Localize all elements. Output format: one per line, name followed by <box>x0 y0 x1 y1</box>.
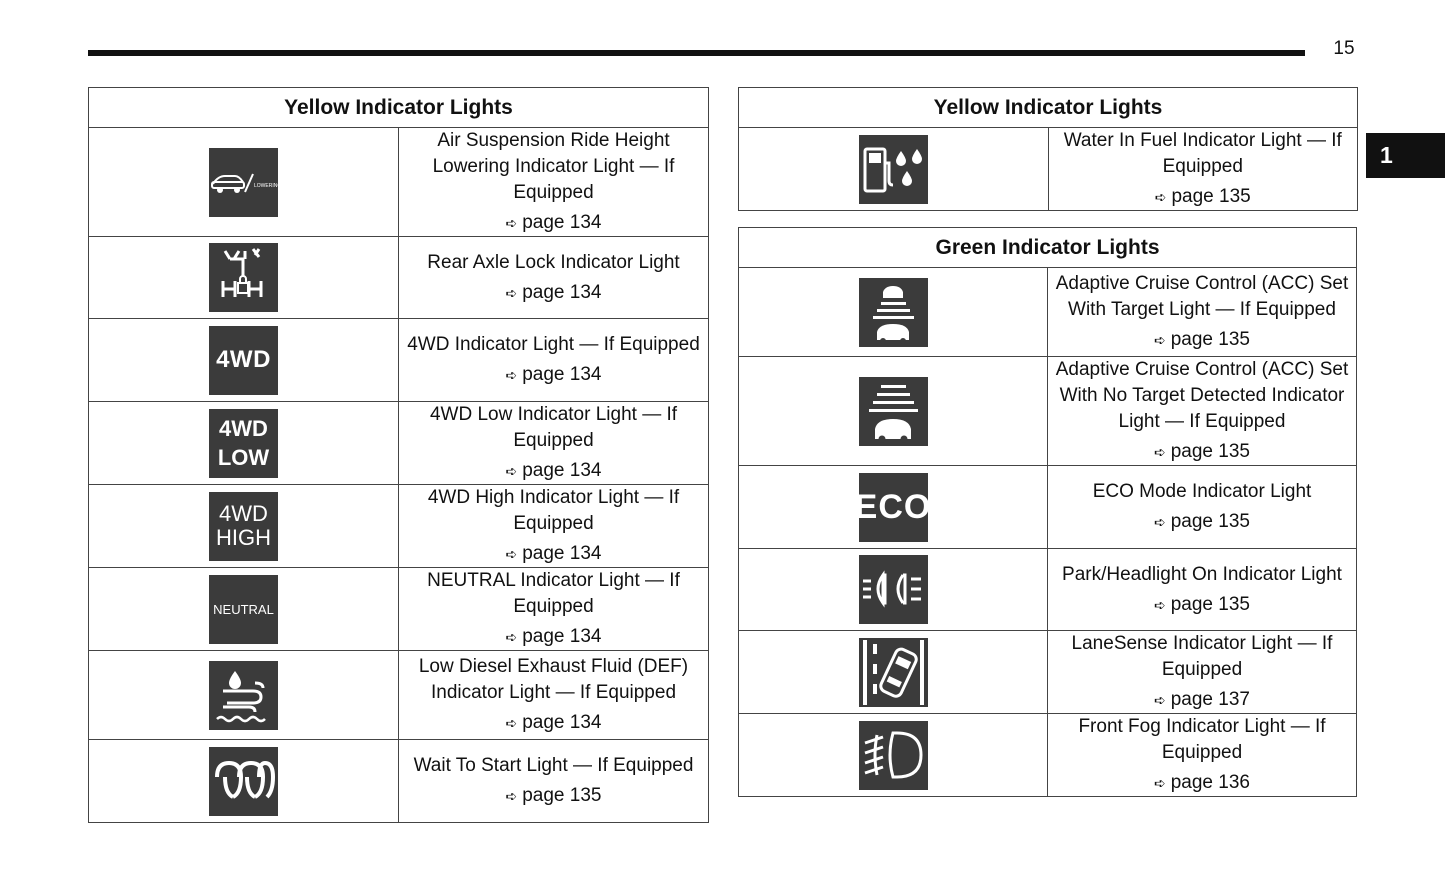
4wd-icon <box>209 326 278 395</box>
table-header: Green Indicator Lights <box>739 228 1357 268</box>
arrow-right-icon: ➪ <box>505 546 518 562</box>
row-title: 4WD High Indicator Light — If Equipped <box>427 487 680 534</box>
4wd-high-icon-label-2: HIGH <box>216 525 271 550</box>
4wd-low-icon-label-1: 4WD <box>219 416 268 441</box>
table-row <box>89 319 709 402</box>
page-ref[interactable]: ➪ page 134 <box>505 281 602 303</box>
page-ref[interactable]: ➪ page 135 <box>1154 593 1250 615</box>
neutral-icon-label: NEUTRAL <box>213 601 274 617</box>
arrow-right-icon: ➪ <box>505 715 518 731</box>
headlight-icon <box>859 555 928 624</box>
arrow-right-icon: ➪ <box>505 367 518 383</box>
table-row <box>89 237 709 319</box>
eco-icon <box>854 473 932 542</box>
arrow-right-icon: ➪ <box>1154 189 1167 205</box>
table-row <box>89 568 709 651</box>
arrow-right-icon: ➪ <box>505 463 518 479</box>
lowering-icon-label: LOWERING <box>254 182 282 189</box>
row-title: NEUTRAL Indicator Light — If Equipped <box>427 570 680 617</box>
4wd-icon-label: 4WD <box>216 346 271 373</box>
arrow-right-icon: ➪ <box>1154 444 1166 460</box>
page-number: 15 <box>1333 38 1355 59</box>
table-row <box>89 740 709 823</box>
row-title: 4WD Low Indicator Light — If Equipped <box>429 404 678 451</box>
table-row <box>739 268 1357 357</box>
page-ref[interactable]: ➪ page 135 <box>1154 329 1250 350</box>
right-bottom-indicator-table <box>738 227 1357 797</box>
4wd-high-icon-label-1: 4WD <box>219 501 268 526</box>
rear-axle-lock-icon <box>209 243 278 312</box>
page-ref[interactable]: ➪ page 135 <box>505 785 602 806</box>
row-title: Water In Fuel Indicator Light — If Equipped <box>1063 130 1342 177</box>
table-row <box>89 402 709 485</box>
arrow-right-icon: ➪ <box>1154 514 1166 530</box>
lanesense-icon <box>859 638 928 707</box>
table-row <box>89 485 709 568</box>
acc-target-icon <box>859 278 928 347</box>
page-ref[interactable]: ➪ page 137 <box>1154 689 1250 710</box>
page-ref[interactable]: ➪ page 134 <box>505 626 602 647</box>
neutral-icon <box>209 575 278 644</box>
section-tab: 1 <box>1366 133 1445 178</box>
water-in-fuel-icon <box>859 135 928 204</box>
arrow-right-icon: ➪ <box>1154 596 1166 613</box>
arrow-right-icon: ➪ <box>505 629 518 645</box>
row-title: Low Diesel Exhaust Fluid (DEF) Indicator Light — If Equipped <box>418 656 689 703</box>
page-ref[interactable]: ➪ page 134 <box>505 460 602 481</box>
right-top-indicator-table <box>738 87 1358 211</box>
page-ref[interactable]: ➪ page 134 <box>505 543 602 564</box>
wait-to-start-icon <box>209 747 278 816</box>
table-row <box>89 128 709 237</box>
header-rule <box>88 50 1305 56</box>
page-ref[interactable]: ➪ page 134 <box>505 364 602 385</box>
page-ref[interactable]: ➪ page 135 <box>1154 511 1250 532</box>
row-title: Adaptive Cruise Control (ACC) Set With No Target Detected Indicator Light — If Equipped <box>1055 359 1349 432</box>
arrow-right-icon: ➪ <box>1154 332 1166 348</box>
table-row <box>739 631 1357 714</box>
page-ref[interactable]: ➪ page 135 <box>1154 441 1250 462</box>
page-ref[interactable]: ➪ page 134 <box>505 712 602 733</box>
arrow-right-icon: ➪ <box>1154 775 1166 791</box>
row-title: Park/Headlight On Indicator Light <box>1062 563 1342 585</box>
4wd-low-icon <box>209 409 278 478</box>
arrow-right-icon: ➪ <box>1154 692 1166 708</box>
row-title: Air Suspension Ride Height Lowering Indicator Light — If Equipped <box>432 130 675 203</box>
table-row <box>739 128 1358 211</box>
arrow-right-icon: ➪ <box>505 788 518 804</box>
table-row <box>739 549 1357 631</box>
arrow-right-icon: ➪ <box>505 284 518 301</box>
row-title: Wait To Start Light — If Equipped <box>413 755 694 776</box>
row-title: Front Fog Indicator Light — If Equipped <box>1078 716 1326 763</box>
row-title: Adaptive Cruise Control (ACC) Set With Target Light — If Equipped <box>1055 273 1349 320</box>
4wd-high-icon <box>209 492 278 561</box>
acc-no-target-icon <box>859 377 928 446</box>
row-title: 4WD Indicator Light — If Equipped <box>407 334 700 355</box>
4wd-low-icon-label-2: LOW <box>217 445 270 470</box>
page-ref[interactable]: ➪ page 134 <box>505 212 602 233</box>
row-title: ECO Mode Indicator Light <box>1092 481 1312 502</box>
table-row <box>739 466 1357 549</box>
table-row <box>739 714 1357 797</box>
row-title: Rear Axle Lock Indicator Light <box>427 251 680 273</box>
left-indicator-table <box>88 87 709 823</box>
table-row <box>89 651 709 740</box>
eco-icon-label: ECO <box>854 487 932 526</box>
arrow-right-icon: ➪ <box>505 215 518 231</box>
table-header: Yellow Indicator Lights <box>739 88 1358 128</box>
row-title: LaneSense Indicator Light — If Equipped <box>1071 633 1333 680</box>
page-ref[interactable]: ➪ page 136 <box>1154 772 1250 793</box>
air-suspension-lowering-icon <box>209 148 282 217</box>
table-row <box>739 357 1357 466</box>
page-ref[interactable]: ➪ page 135 <box>1154 186 1251 207</box>
def-fluid-icon <box>209 661 278 730</box>
front-fog-icon <box>859 721 928 790</box>
table-header: Yellow Indicator Lights <box>89 88 709 128</box>
